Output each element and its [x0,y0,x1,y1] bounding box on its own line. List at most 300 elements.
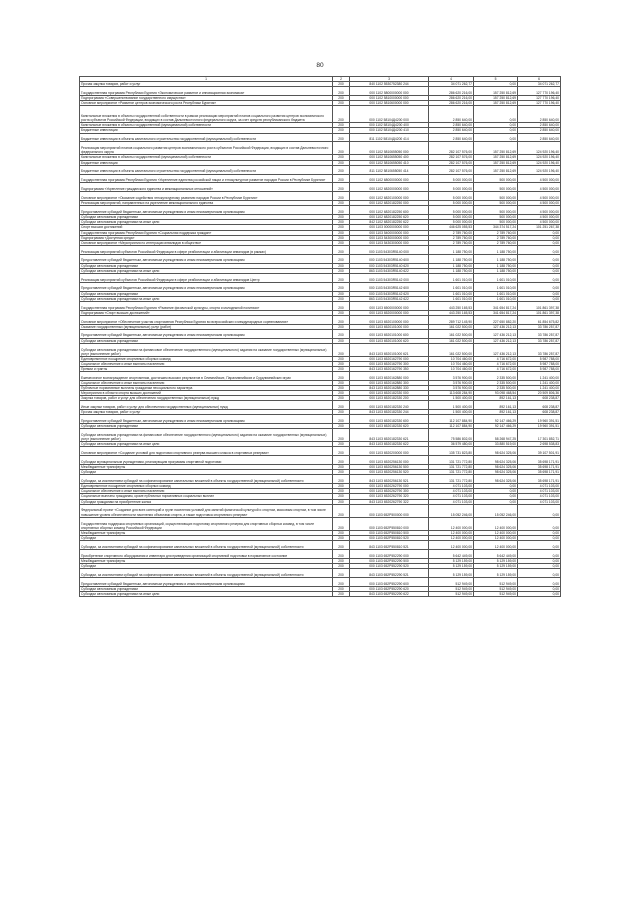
remaining-amount-cell: 124 920 196,40 [518,160,561,165]
approved-amount-cell: 3 576 900,00 [429,385,474,390]
row-name-cell: Субсидии [80,563,333,568]
table-row [80,206,561,215]
executed-amount-cell: 341 654 817,24 [474,310,518,315]
row-code-cell: 200 [333,591,350,596]
executed-amount-cell: 1 188 750,00 [474,268,518,273]
row-code-cell: 200 [333,95,350,100]
remaining-amount-cell: 35 698 171,91 [518,470,561,475]
budget-code-cell: 000 1103 54303R5142 620 [350,291,429,296]
row-name-cell: Субсидии автономным учреждениям [80,263,333,268]
row-code-cell: 200 [333,494,350,499]
row-name-cell: Субсидии, за исключением субсидий на софинансирование капитальных вложений в объекты государственной (муниципальной) собственности [80,568,333,577]
row-code-cell: 200 [333,361,350,366]
budget-code-cell: 842 1102 6820182250 622 [350,220,429,225]
executed-amount-cell: 157 250 812,69 [474,101,518,106]
row-code-cell: 200 [333,517,350,530]
executed-amount-cell: 1 188 750,00 [474,263,518,268]
budget-code-cell: 000 1102 5810655050 400 [350,155,429,160]
executed-amount-cell: 227 650 882,20 [474,315,518,324]
budget-code-cell: 000 1103 6520262790 300 [350,489,429,494]
row-name-cell: Субсидии автономным учреждениям на иные цели [80,296,333,301]
executed-amount-cell: 4 716 672,00 [474,356,518,361]
row-name-cell: Подпрограмма «Совершенствование государственного имущества» [80,95,333,100]
executed-amount-cell: 12 400 000,00 [474,535,518,540]
budget-code-cell: 843 1103 6520262790 322 [350,499,429,504]
executed-amount-cell: 127 436 212,13 [474,343,518,356]
executed-amount-cell: 157 250 812,69 [474,142,518,155]
row-name-cell: Мероприятия в области спорта высших достижений [80,391,333,396]
budget-code-cell: 843 1103 652P552290 622 [350,591,429,596]
row-code-cell: 200 [333,356,350,361]
executed-amount-cell: 5 129 159,00 [474,568,518,577]
remaining-amount-cell: 0,00 [518,230,561,235]
executed-amount-cell: 98 624 325,06 [474,456,518,465]
row-code-cell: 200 [333,343,350,356]
row-name-cell: Предоставление субсидий бюджетным, автономным учреждениям и иным некоммерческим организациям [80,206,333,215]
row-code-cell: 200 [333,268,350,273]
row-code-cell: 200 [333,245,350,254]
remaining-amount-cell: 0,00 [518,296,561,301]
remaining-amount-cell: 4 500 000,00 [518,183,561,192]
row-name-cell: Государственная поддержка спортивных организаций, осуществляющих подготовку спортивного резерва для спортивных сборных команд, в том числе спортивных сборных команд Российской Федерации [80,517,333,530]
remaining-amount-cell: 124 920 196,40 [518,165,561,174]
executed-amount-cell: 512 949,00 [474,577,518,586]
executed-amount-cell: 2 335 500,00 [474,372,518,381]
table-row [80,133,561,142]
report-table [79,76,561,597]
budget-code-cell: 843 1103 6520162790 350 [350,366,429,371]
budget-code-cell: 863 1103 54303R5142 622 [350,296,429,301]
row-name-cell: Предоставление субсидий бюджетным, автономным учреждениям и иным некоммерческим организациям [80,282,333,291]
executed-amount-cell: 93 098 468,54 [474,391,518,396]
row-name-cell: Межбюджетные трансферты [80,465,333,470]
table-row [80,87,561,96]
row-code-cell: 200 [333,470,350,475]
row-code-cell: 200 [333,489,350,494]
row-name-cell: Публичные нормативные выплаты гражданам несоциального характера [80,385,333,390]
approved-amount-cell: 1 500 400,00 [429,410,474,415]
row-name-cell: Единовременное поощрение спортивных сборных команд [80,484,333,489]
row-code-cell: 200 [333,456,350,465]
budget-table [79,76,560,597]
executed-amount-cell: 98 624 325,06 [474,470,518,475]
row-name-cell: Спорт высших достижений [80,225,333,230]
table-row [80,106,561,123]
budget-code-cell: 000 1103 5400000000 000 [350,230,429,235]
executed-amount-cell: 0,00 [474,82,518,87]
remaining-amount-cell: 608 238,87 [518,410,561,415]
approved-amount-cell: 12 400 000,00 [429,540,474,549]
executed-amount-cell: 127 436 212,13 [474,338,518,343]
approved-amount-cell: 10 704 460,00 [429,366,474,371]
approved-amount-cell: 4 071 103,00 [429,489,474,494]
row-name-cell: Субсидии автономным учреждениям на иные цели [80,442,333,447]
row-name-cell: Социальное обеспечение и иные выплаты населению [80,361,333,366]
remaining-amount-cell: 39 107 501,91 [518,447,561,456]
remaining-amount-cell: 0,00 [518,245,561,254]
approved-amount-cell: 5 129 159,00 [429,558,474,563]
row-code-cell: 200 [333,315,350,324]
row-name-cell: Социальное обеспечение и иные выплаты населению [80,489,333,494]
executed-amount-cell: 157 250 812,69 [474,95,518,100]
row-code-cell: 200 [333,133,350,142]
row-name-cell: Субсидии автономным учреждениям на иные цели [80,220,333,225]
budget-code-cell: 000 1103 652P550810 000 [350,517,429,530]
budget-code-cell: 000 1102 6820182250 600 [350,206,429,215]
approved-amount-cell: 512 949,00 [429,586,474,591]
executed-amount-cell: 4 716 672,00 [474,361,518,366]
row-name-cell: Иные закупки товаров, работ и услуг для обеспечения государственных (муниципальных) нужд [80,401,333,410]
row-code-cell: 200 [333,165,350,174]
row-code-cell: 200 [333,282,350,291]
remaining-amount-cell: 0,00 [518,549,561,558]
budget-code-cell: 000 1103 54303R5140 620 [350,263,429,268]
approved-amount-cell: 5 642 449,00 [429,549,474,558]
row-name-cell: Субсидии автономным учреждениям на иные цели [80,268,333,273]
budget-code-cell: 811 1102 58104Д4200 414 [350,133,429,142]
budget-code-cell: 000 1103 6520162790 300 [350,361,429,366]
table-row [80,165,561,174]
budget-code-cell: 000 1102 6800000000 000 [350,174,429,183]
executed-amount-cell: 500 000,00 [474,206,518,215]
approved-amount-cell: 15 052 246,00 [429,504,474,517]
row-code-cell: 200 [333,568,350,577]
executed-amount-cell: 512 949,00 [474,586,518,591]
approved-amount-cell: 282 107 576,00 [429,155,474,160]
table-row [80,174,561,183]
executed-amount-cell: 0,00 [474,494,518,499]
budget-code-cell: 000 1102 5800000000 000 [350,87,429,96]
table-body [80,77,561,597]
row-name-cell: Государственная программа Республики Бурятия «Экономическое развитие и инновационная экономика» [80,87,333,96]
row-code-cell: 200 [333,380,350,385]
budget-code-cell: 000 1103 6520262790 000 [350,484,429,489]
remaining-amount-cell: 19 960 391,51 [518,415,561,424]
row-name-cell: Социальные выплаты гражданам, кроме публичных нормативных социальных выплат [80,494,333,499]
remaining-amount-cell: 20 509 806,36 [518,391,561,396]
approved-amount-cell: 131 721 772,80 [429,465,474,470]
row-name-cell: Бюджетные инвестиции в объекты капитального строительства государственной (муниципальной) собственности [80,133,333,142]
row-name-cell: Межбюджетные трансферты [80,558,333,563]
budget-code-cell: 843 1103 652P550810 521 [350,540,429,549]
table-row [80,568,561,577]
row-name-cell: Субсидии автономным учреждениям [80,424,333,429]
table-row [80,192,561,201]
remaining-amount-cell: 127 770 196,40 [518,87,561,96]
row-code-cell: 200 [333,142,350,155]
remaining-amount-cell: 4 071 103,00 [518,494,561,499]
approved-amount-cell: 131 721 772,80 [429,475,474,484]
table-row [80,504,561,517]
approved-amount-cell: 5 000 000,00 [429,192,474,201]
row-name-cell: Субсидии автономным учреждениям на иные цели [80,591,333,596]
budget-code-cell: 000 1103 6520100000 000 [350,315,429,324]
approved-amount-cell: 2 850 640,00 [429,128,474,133]
row-name-cell: Предоставление субсидий бюджетным, автономным учреждениям и иным некоммерческим организациям [80,415,333,424]
budget-code-cell: 000 1102 5810600000 000 [350,101,429,106]
row-name-cell: Оказание государственных (муниципальных) услуг (работ) [80,324,333,329]
row-code-cell: 200 [333,391,350,396]
remaining-amount-cell: 4 500 000,00 [518,220,561,225]
row-code-cell: 200 [333,415,350,424]
remaining-amount-cell: 34 071 262,77 [518,82,561,87]
budget-code-cell: 840 1102 5530752380 244 [350,82,429,87]
executed-amount-cell: 500 000,00 [474,220,518,225]
budget-code-cell: 000 1102 6820182250 000 [350,201,429,206]
row-code-cell: 200 [333,577,350,586]
row-code-cell: 200 [333,530,350,535]
row-code-cell: 200 [333,338,350,343]
table-row [80,245,561,254]
executed-amount-cell: 892 161,13 [474,401,518,410]
remaining-amount-cell: 4 500 000,00 [518,215,561,220]
approved-amount-cell: 2 789 760,00 [429,230,474,235]
row-code-cell: 200 [333,499,350,504]
budget-code-cell: 000 1102 6820000000 000 [350,183,429,192]
budget-code-cell: 000 1103 652P552290 520 [350,563,429,568]
row-name-cell: Ежемесячное вознаграждение спортсменам, достигшим высоких результатов в Олимпийских, Паралимпийских и Сурдлимпийских играх [80,372,333,381]
row-name-cell: Прочая закупка товаров, работ и услуг [80,410,333,415]
approved-amount-cell: 12 400 000,00 [429,517,474,530]
budget-code-cell: 000 1103 6520182330 240 [350,401,429,410]
row-name-cell: Основное мероприятие «Мероприятия по интеграции инвалидов в общество» [80,240,333,245]
approved-amount-cell: 1 601 010,00 [429,282,474,291]
approved-amount-cell: 1 500 400,00 [429,396,474,401]
row-name-cell: Субсидии, за исключением субсидий на софинансирование капитальных вложений в объекты государственной (муниципальной) собственности [80,540,333,549]
approved-amount-cell: 282 107 576,00 [429,142,474,155]
remaining-amount-cell: 5 987 788,00 [518,356,561,361]
approved-amount-cell: 3 576 900,00 [429,380,474,385]
table-row [80,315,561,324]
row-code-cell: 200 [333,101,350,106]
row-code-cell: 200 [333,410,350,415]
executed-amount-cell: 12 400 000,00 [474,517,518,530]
header-cell: 5 [474,77,518,82]
remaining-amount-cell: 608 238,87 [518,396,561,401]
approved-amount-cell: 112 107 884,90 [429,424,474,429]
approved-amount-cell: 161 022 500,00 [429,343,474,356]
approved-amount-cell: 443 250 165,53 [429,301,474,310]
budget-code-cell: 000 1102 6820182250 620 [350,215,429,220]
row-name-cell: Предоставление субсидий бюджетным, автономным учреждениям и иным некоммерческим организациям [80,577,333,586]
row-name-cell: Субсидии автономным учреждениям на финансовое обеспечение государственного (муниципального) задания на оказание государственных (муниципальных) услуг (выполнение работ) [80,429,333,442]
remaining-amount-cell: 0,00 [518,291,561,296]
executed-amount-cell: 0,00 [474,499,518,504]
executed-amount-cell: 5 129 159,00 [474,558,518,563]
approved-amount-cell: 2 850 640,00 [429,106,474,123]
row-code-cell: 200 [333,155,350,160]
executed-amount-cell: 892 161,13 [474,396,518,401]
executed-amount-cell: 127 436 212,13 [474,324,518,329]
executed-amount-cell: 1 601 010,00 [474,291,518,296]
executed-amount-cell: 98 624 325,06 [474,465,518,470]
executed-amount-cell: 2 789 760,00 [474,235,518,240]
executed-amount-cell: 98 624 325,06 [474,447,518,456]
row-code-cell: 200 [333,465,350,470]
row-code-cell: 200 [333,586,350,591]
remaining-amount-cell: 0,00 [518,235,561,240]
row-code-cell: 200 [333,240,350,245]
row-code-cell: 200 [333,563,350,568]
approved-amount-cell: 1 188 750,00 [429,245,474,254]
row-name-cell: Премии и гранты [80,366,333,371]
approved-amount-cell: 2 789 760,00 [429,235,474,240]
row-name-cell: Субсидии муниципальным учреждениям, реализующим программы спортивной подготовки [80,456,333,465]
table-row [80,591,561,596]
row-name-cell: Реализация мероприятий субъектов Российской Федерации в сфере реабилитации и абилитации инвалидов (в рамках) [80,245,333,254]
executed-amount-cell: 98 624 325,06 [474,475,518,484]
budget-code-cell: 000 1103 54303R5140 600 [350,254,429,263]
row-code-cell: 200 [333,324,350,329]
remaining-amount-cell: 101 861 397,38 [518,301,561,310]
table-row [80,401,561,410]
row-code-cell: 200 [333,475,350,484]
row-code-cell: 200 [333,329,350,338]
budget-code-cell: 000 1103 0000000000 000 [350,225,429,230]
approved-amount-cell: 5 000 000,00 [429,220,474,225]
executed-amount-cell: 500 000,00 [474,192,518,201]
budget-code-cell: 000 1103 5430000000 000 [350,235,429,240]
remaining-amount-cell: 0,00 [518,517,561,530]
remaining-amount-cell: 35 698 171,91 [518,475,561,484]
approved-amount-cell: 131 721 772,80 [429,456,474,465]
table-row [80,429,561,442]
budget-code-cell: 843 1103 6520182330 622 [350,442,429,447]
row-name-cell: Закупка товаров, работ и услуг для обеспечения государственных (муниципальных) нужд [80,396,333,401]
approved-amount-cell: 286 620 216,00 [429,95,474,100]
approved-amount-cell: 34 071 262,77 [429,82,474,87]
remaining-amount-cell: 33 786 257,87 [518,343,561,356]
budget-code-cell: 000 1103 652P552290 600 [350,577,429,586]
executed-amount-cell: 12 400 000,00 [474,530,518,535]
row-name-cell: Субсидии автономным учреждениям [80,586,333,591]
table-row [80,415,561,424]
remaining-amount-cell: 19 960 391,51 [518,424,561,429]
row-name-cell: Реализация мероприятий, направленных на укрепление межнационального единства [80,201,333,206]
row-code-cell: 200 [333,174,350,183]
approved-amount-cell: 75 586 802,00 [429,429,474,442]
remaining-amount-cell: 35 698 171,91 [518,465,561,470]
executed-amount-cell: 341 654 817,24 [474,301,518,310]
remaining-amount-cell: 2 850 640,00 [518,128,561,133]
remaining-amount-cell: 0,00 [518,540,561,549]
budget-code-cell: 000 1103 54303R5140 000 [350,245,429,254]
row-name-cell: Прочая закупка товаров, работ и услуг [80,82,333,87]
remaining-amount-cell: 0,00 [518,263,561,268]
approved-amount-cell: 161 022 500,00 [429,338,474,343]
row-name-cell: Бюджетные инвестиции в объекты капитального строительства государственной (муниципальной) собственности [80,165,333,174]
header-cell: 3 [350,77,429,82]
approved-amount-cell: 10 704 460,00 [429,356,474,361]
header-cell: 4 [429,77,474,82]
executed-amount-cell: 0,00 [474,489,518,494]
table-row [80,343,561,356]
approved-amount-cell: 2 850 640,00 [429,123,474,128]
approved-amount-cell: 161 022 500,00 [429,324,474,329]
remaining-amount-cell: 4 071 103,00 [518,484,561,489]
budget-code-cell: 843 1103 652P552290 521 [350,568,429,577]
budget-code-cell: 000 1103 6520256130 000 [350,456,429,465]
row-code-cell: 200 [333,442,350,447]
budget-code-cell: 000 1102 6820100000 000 [350,192,429,201]
row-code-cell: 200 [333,225,350,230]
budget-code-cell: 843 1103 6520182330 244 [350,410,429,415]
row-code-cell: 200 [333,484,350,489]
approved-amount-cell: 1 601 010,00 [429,291,474,296]
row-code-cell: 200 [333,160,350,165]
executed-amount-cell: 12 400 000,00 [474,540,518,549]
table-row [80,540,561,549]
remaining-amount-cell: 17 301 852,71 [518,429,561,442]
executed-amount-cell: 92 147 466,29 [474,424,518,429]
budget-code-cell: 000 1103 652P550810 500 [350,530,429,535]
row-name-cell: Субсидии автономным учреждениям [80,291,333,296]
remaining-amount-cell: 33 786 257,87 [518,338,561,343]
remaining-amount-cell: 61 854 675,82 [518,315,561,324]
approved-amount-cell: 10 704 460,00 [429,361,474,366]
executed-amount-cell: 15 052 246,00 [474,504,518,517]
approved-amount-cell: 1 188 750,00 [429,254,474,263]
budget-code-cell: 000 1102 5810655050 000 [350,142,429,155]
approved-amount-cell: 4 071 103,00 [429,499,474,504]
remaining-amount-cell: 4 500 000,00 [518,206,561,215]
remaining-amount-cell: 0,00 [518,268,561,273]
budget-code-cell: 000 1102 5810655050 410 [350,160,429,165]
budget-code-cell: 000 1103 6520256130 520 [350,470,429,475]
row-name-cell: Реализация мероприятий планов социального развития центров экономического роста субъектов Российской Федерации, входящих в состав Дальневосточного федерального округа [80,142,333,155]
executed-amount-cell: 92 147 466,29 [474,415,518,424]
remaining-amount-cell: 0,00 [518,535,561,540]
executed-amount-cell: 2 335 500,00 [474,385,518,390]
remaining-amount-cell: 101 861 397,38 [518,310,561,315]
remaining-amount-cell: 0,00 [518,577,561,586]
approved-amount-cell: 135 731 823,80 [429,447,474,456]
budget-code-cell: 000 1102 58104Д4200 000 [350,106,429,123]
row-name-cell: Бюджетные инвестиции [80,160,333,165]
row-name-cell: Государственная программа Республики Бурятия «Укрепление единства российской нации и этнокультурное развитие народов России в Республике Бурятия» [80,174,333,183]
remaining-amount-cell: 0,00 [518,586,561,591]
remaining-amount-cell: 4 500 000,00 [518,174,561,183]
budget-code-cell: 000 1103 6520162880 300 [350,380,429,385]
row-code-cell: 200 [333,401,350,410]
remaining-amount-cell: 1 241 400,00 [518,372,561,381]
row-name-cell: Федеральный проект «Создание для всех категорий и групп населения условий для занятий физической культурой и спортом, массовым спортом, в том числе повышение уровня обеспеченности населения объектами спорта, а также подготовка спортивного резерва» [80,504,333,517]
row-name-cell: Капитальные вложения в объекты государственной (муниципальной) собственности [80,155,333,160]
executed-amount-cell: 500 000,00 [474,201,518,206]
budget-code-cell: 000 1103 6520262790 320 [350,494,429,499]
remaining-amount-cell: 33 786 257,87 [518,329,561,338]
row-code-cell: 200 [333,447,350,456]
executed-amount-cell: 0,00 [474,106,518,123]
remaining-amount-cell: 0,00 [518,591,561,596]
budget-code-cell: 000 1102 58104Д4200 410 [350,128,429,133]
header-cell: 1 [80,77,333,82]
executed-amount-cell: 2 335 500,00 [474,380,518,385]
budget-code-cell: 000 1103 6520182330 000 [350,391,429,396]
remaining-amount-cell: 0,00 [518,282,561,291]
budget-code-cell: 000 1103 54303R5142 600 [350,282,429,291]
budget-code-cell: 843 1103 6520162880 330 [350,385,429,390]
executed-amount-cell: 4 716 672,00 [474,366,518,371]
approved-amount-cell: 512 949,00 [429,577,474,586]
table-row [80,183,561,192]
executed-amount-cell: 127 436 212,13 [474,329,518,338]
executed-amount-cell: 157 250 812,69 [474,87,518,96]
executed-amount-cell: 58 268 947,25 [474,429,518,442]
page-number: 80 [316,62,324,69]
budget-code-cell: 000 1103 652P552290 620 [350,586,429,591]
approved-amount-cell: 12 400 000,00 [429,530,474,535]
